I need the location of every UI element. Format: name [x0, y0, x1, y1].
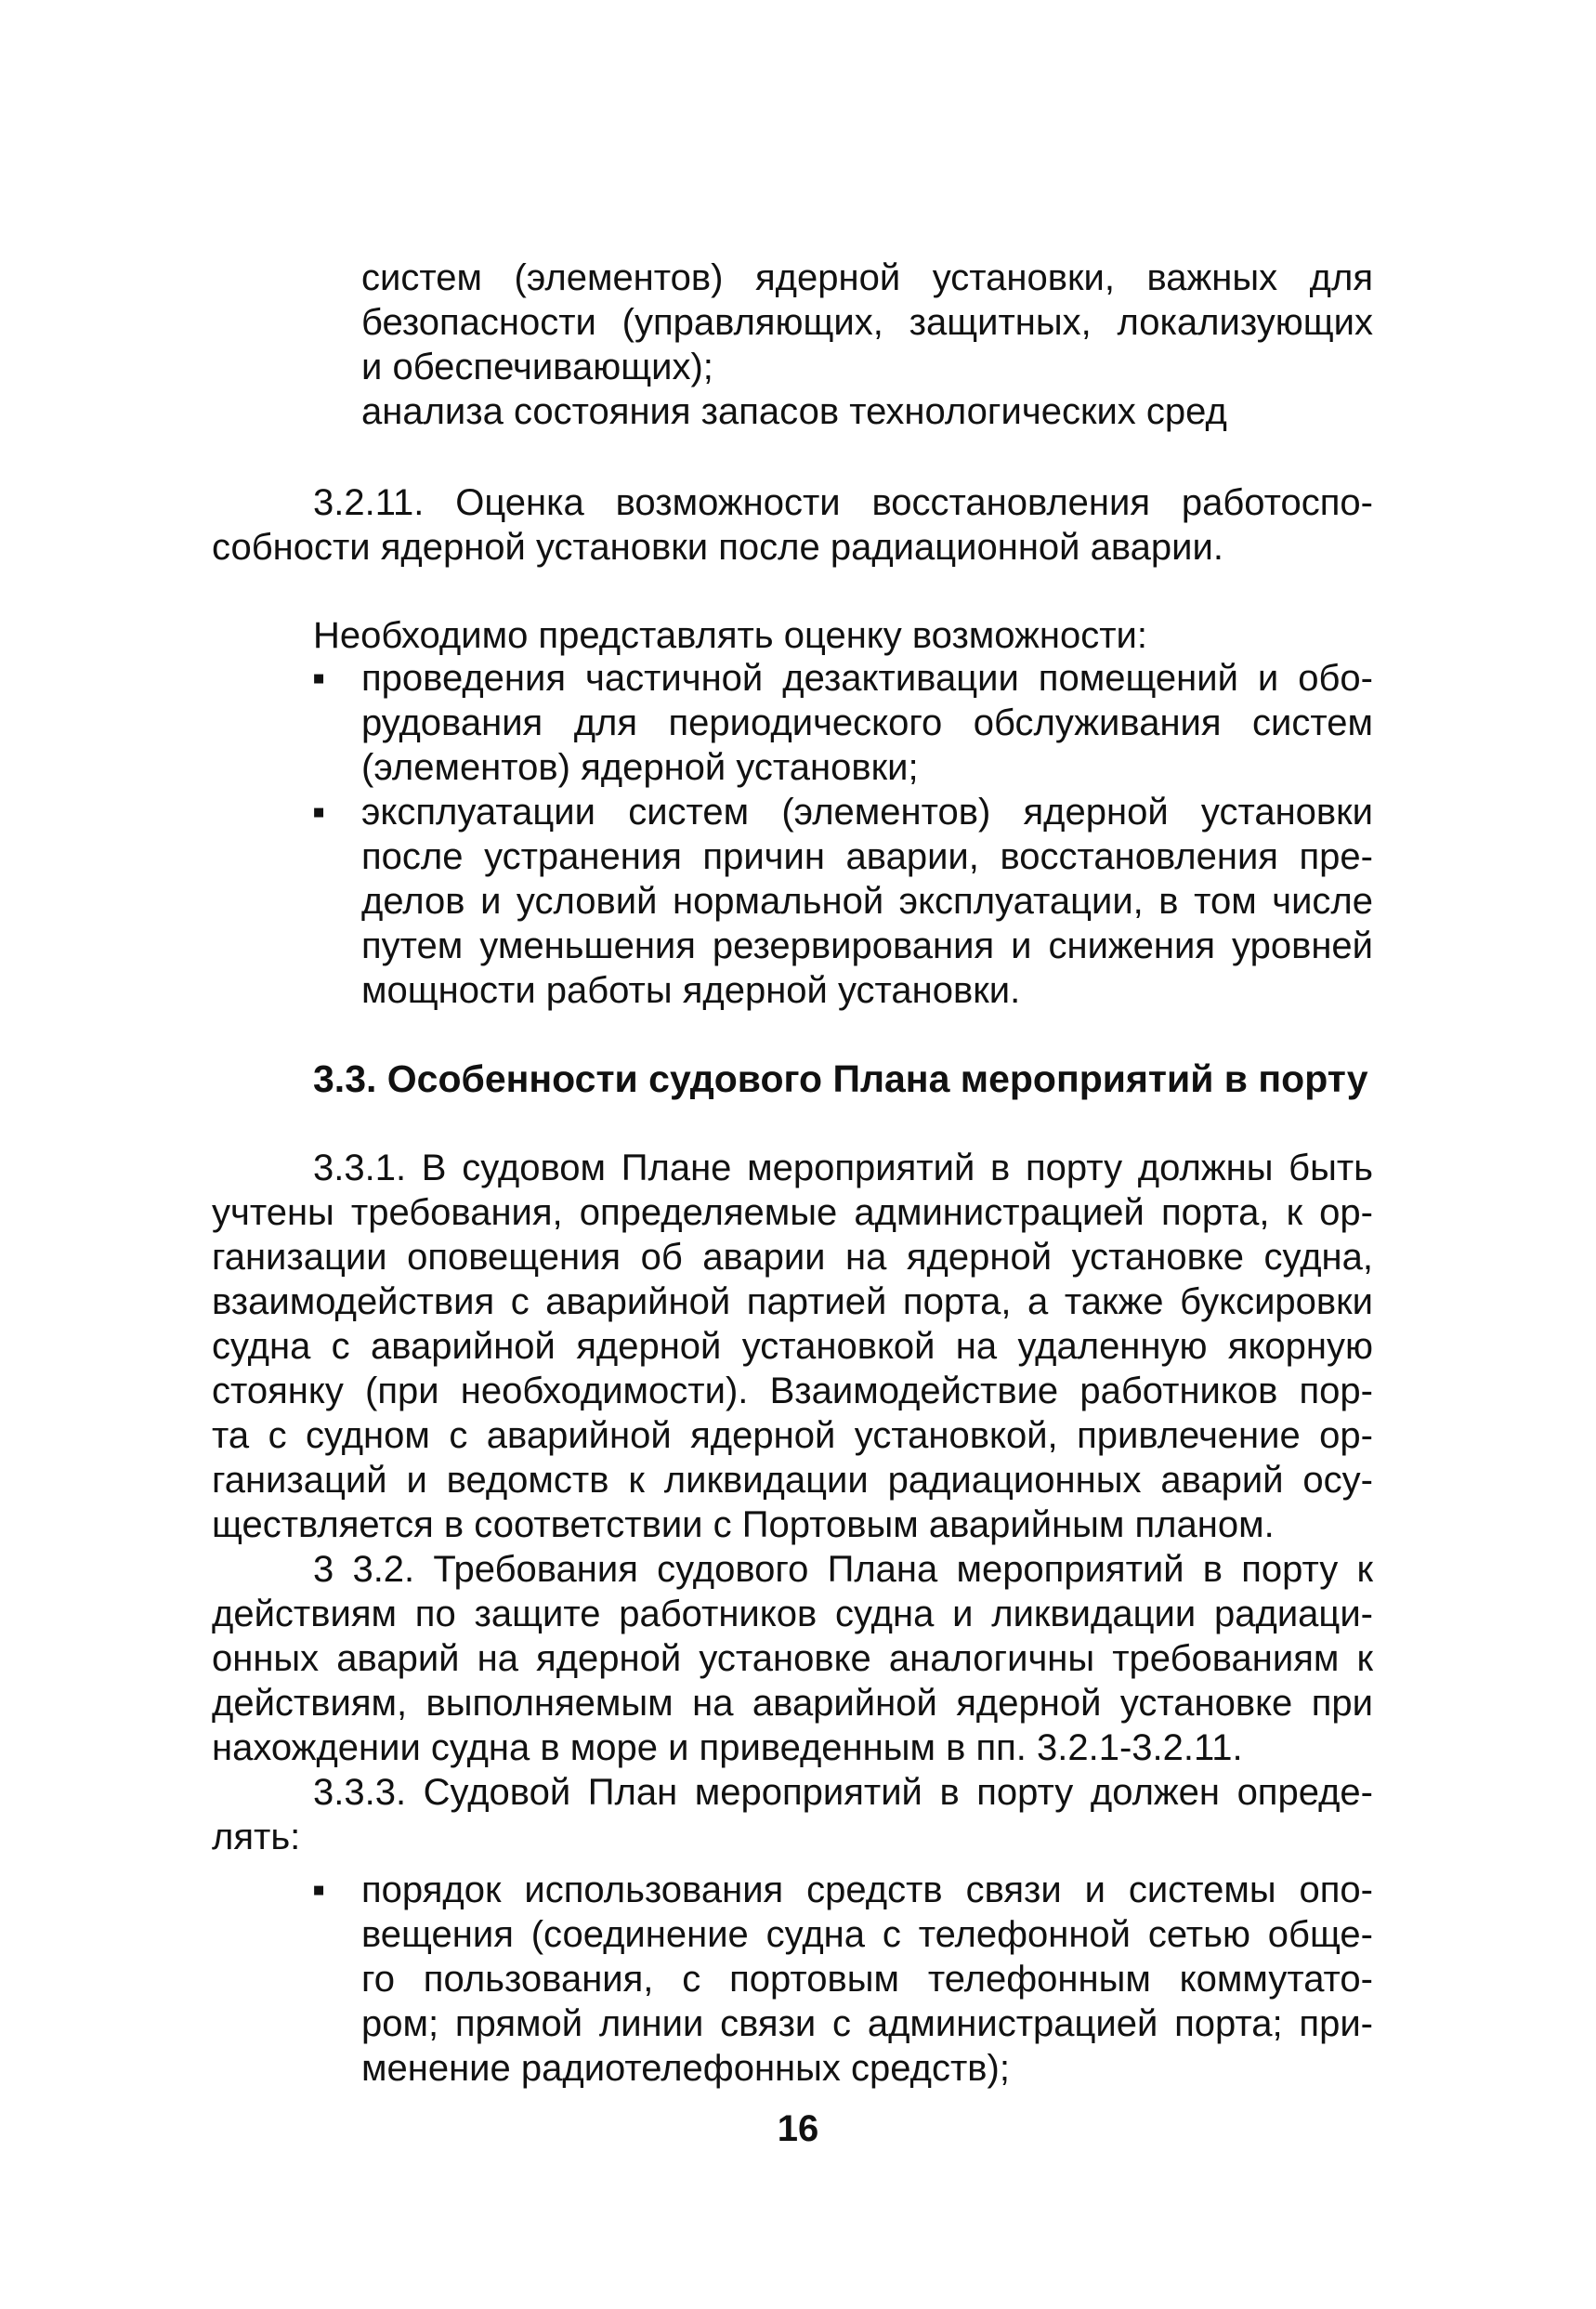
need-item-line: делов и условий нормальной эксплуатации, в том числе: [361, 881, 1373, 922]
p333-item-line: го пользования, с портовым телефонным коммутато-: [361, 1959, 1373, 2000]
bullet-icon: ▪: [312, 792, 326, 833]
paragraph-3-3-3-line: лять:: [212, 1817, 301, 1857]
paragraph-3-3-1-line: ганизаций и ведомств к ликвидации радиационных аварий осу-: [212, 1460, 1373, 1501]
intro-line: и обеспечивающих);: [361, 347, 713, 387]
section-3-3-heading: 3.3. Особенности судового Плана мероприятий в порту: [313, 1057, 1368, 1100]
paragraph-3-3-2-line: нахождении судна в море и приведенным в пп. 3.2.1-3.2.11.: [212, 1727, 1243, 1768]
bullet-icon: ▪: [312, 1870, 326, 1910]
paragraph-3-3-1-line: стоянку (при необходимости). Взаимодействие работников пор-: [212, 1371, 1373, 1411]
paragraph-3-3-3-line: 3.3.3. Судовой План мероприятий в порту должен опреде-: [313, 1772, 1373, 1813]
need-item-line: эксплуатации систем (элементов) ядерной установки: [361, 792, 1373, 833]
paragraph-3-3-1-line: судна с аварийной ядерной установкой на удаленную якорную: [212, 1326, 1373, 1367]
paragraph-3-3-1-line: ществляется в соответствии с Портовым аварийным планом.: [212, 1504, 1275, 1545]
paragraph-3-2-11-line: собности ядерной установки после радиационной аварии.: [212, 527, 1223, 568]
paragraph-3-3-2-line: 3 3.2. Требования судового Плана мероприятий в порту к: [313, 1549, 1373, 1590]
need-item-line: проведения частичной дезактивации помещений и обо-: [361, 658, 1373, 699]
paragraph-3-3-1-line: взаимодействия с аварийной партией порта, а также буксировки: [212, 1281, 1373, 1322]
p333-item-line: ром; прямой линии связи с администрацией порта; при-: [361, 2003, 1373, 2044]
paragraph-3-3-2-line: действиям по защите работников судна и ликвидации радиаци-: [212, 1594, 1373, 1634]
paragraph-3-3-2-line: онных аварий на ядерной установке аналогичны требованиям к: [212, 1638, 1373, 1679]
need-intro: Необходимо представлять оценку возможности:: [313, 615, 1147, 656]
paragraph-3-3-1-line: та с судном с аварийной ядерной установкой, привлечение ор-: [212, 1415, 1373, 1456]
need-item-line: рудования для периодического обслуживания систем: [361, 702, 1373, 743]
paragraph-3-3-1-line: 3.3.1. В судовом Плане мероприятий в порту должны быть: [313, 1148, 1373, 1188]
p333-item-line: вещения (соединение судна с телефонной сетью обще-: [361, 1914, 1373, 1955]
bullet-icon: ▪: [312, 658, 326, 699]
paragraph-3-2-11-line: 3.2.11. Оценка возможности восстановления работоспо-: [313, 482, 1373, 523]
need-item-line: после устранения причин аварии, восстановления пре-: [361, 836, 1373, 877]
intro-line: анализа состояния запасов технологических сред: [361, 391, 1227, 432]
intro-line: безопасности (управляющих, защитных, локализующих: [361, 302, 1373, 343]
intro-line: систем (элементов) ядерной установки, важных для: [361, 257, 1373, 298]
page-number: 16: [777, 2108, 819, 2149]
paragraph-3-3-1-line: учтены требования, определяемые администрацией порта, к ор-: [212, 1192, 1373, 1233]
need-item-line: (элементов) ядерной установки;: [361, 747, 919, 788]
paragraph-3-3-2-line: действиям, выполняемым на аварийной ядерной установке при: [212, 1683, 1373, 1724]
p333-item-line: порядок использования средств связи и системы опо-: [361, 1870, 1373, 1910]
need-item-line: путем уменьшения резервирования и снижения уровней: [361, 925, 1373, 966]
p333-item-line: менение радиотелефонных средств);: [361, 2048, 1010, 2089]
paragraph-3-3-1-line: ганизации оповещения об аварии на ядерной установке судна,: [212, 1237, 1373, 1278]
need-item-line: мощности работы ядерной установки.: [361, 970, 1021, 1011]
